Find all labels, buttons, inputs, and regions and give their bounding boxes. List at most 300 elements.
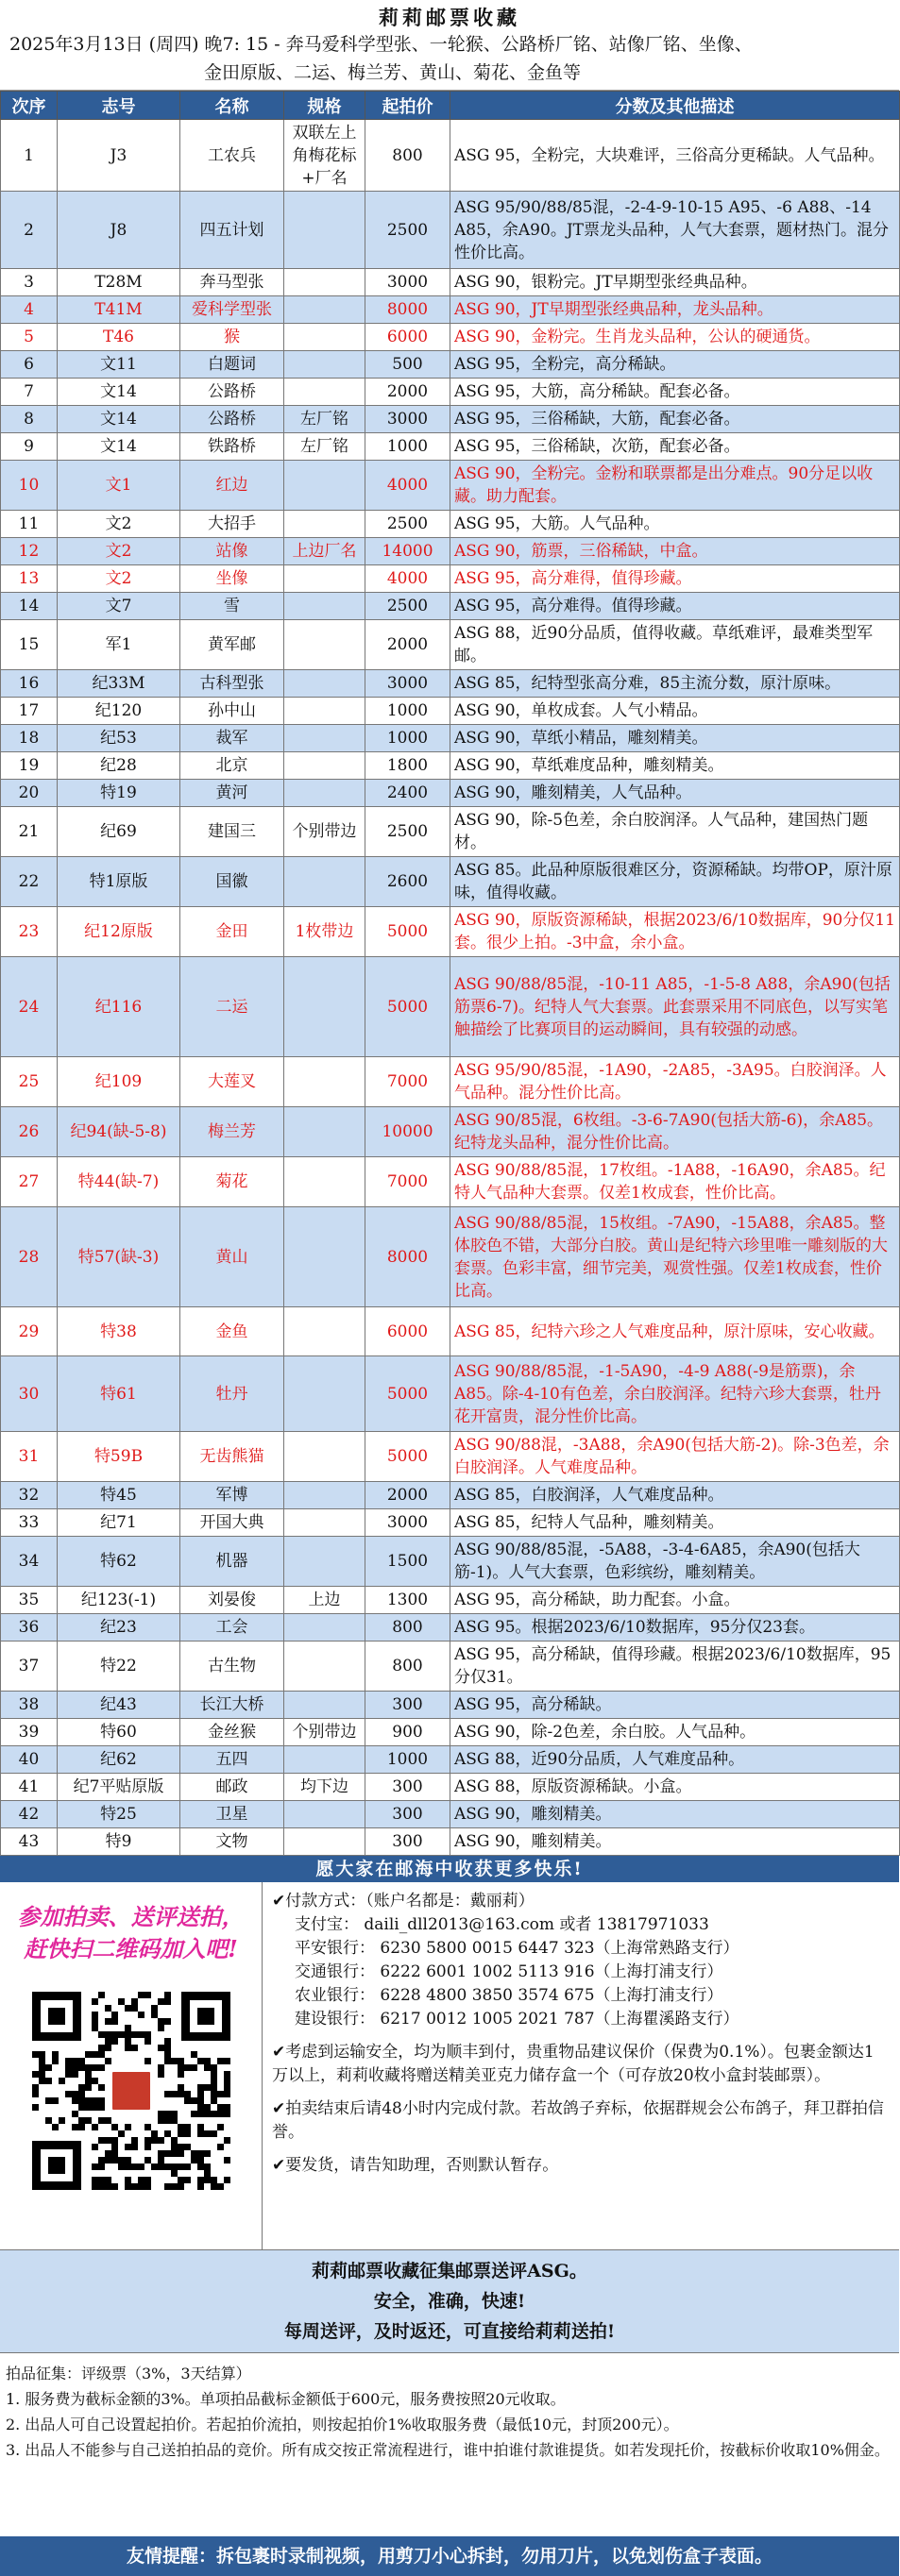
stamp-name: 金田 <box>180 907 284 957</box>
qr-module <box>217 2058 224 2064</box>
lot-description: ASG 95/90/88/85混，-2-4-9-10-15 A95、-6 A88、-14 A85，余A90。JT票龙头品种，人气大套票，题材热门。混分性价比高。 <box>450 192 900 269</box>
qr-module <box>125 2164 131 2170</box>
start-price: 1000 <box>365 1746 450 1774</box>
stamp-name: 机器 <box>180 1537 284 1587</box>
stamp-name: 卫星 <box>180 1801 284 1828</box>
qr-module <box>178 2144 184 2150</box>
lot-number: 30 <box>1 1356 58 1432</box>
lot-number: 9 <box>1 433 58 461</box>
stamp-name: 无齿熊猫 <box>180 1432 284 1482</box>
qr-module <box>224 2091 230 2097</box>
stamp-spec <box>284 461 365 511</box>
lot-description: ASG 85，纪特六珍之人气难度品种，原汁原味，安心收藏。 <box>450 1307 900 1356</box>
stamp-spec: 均下边 <box>284 1774 365 1801</box>
table-row <box>1 269 900 296</box>
lot-description: ASG 90，银粉完。JT早期型张经典品种。 <box>450 269 900 296</box>
table-row <box>1 433 900 461</box>
qr-module <box>158 1998 164 2005</box>
lot-number: 7 <box>1 379 58 406</box>
stamp-spec: 个别带边 <box>284 807 365 857</box>
lot-number: 40 <box>1 1746 58 1774</box>
stamp-spec <box>284 1107 365 1157</box>
stamp-code: 文14 <box>58 433 180 461</box>
table-row <box>1 192 900 269</box>
stamp-code: 文1 <box>58 461 180 511</box>
lot-description: ASG 88，原版资源稀缺。小盒。 <box>450 1774 900 1801</box>
qr-module <box>178 2164 184 2170</box>
stamp-code: 特59B <box>58 1432 180 1482</box>
payment-deadline-note: ✔拍卖结束后请48小时内完成付款。若故鸽子弃标，依据群规会公布鸽子，拜卫群拍信誉。 <box>272 2099 884 2142</box>
qr-module <box>144 2031 151 2038</box>
stamp-name: 站像 <box>180 538 284 565</box>
qr-module <box>224 2111 230 2117</box>
start-price: 5000 <box>365 1432 450 1482</box>
qr-module <box>111 2137 118 2144</box>
lot-description: ASG 95，高分难得，值得珍藏。 <box>450 565 900 593</box>
qr-module <box>144 2157 151 2164</box>
qr-module <box>45 2064 52 2071</box>
stamp-name: 工农兵 <box>180 120 284 192</box>
stamp-name: 刘晏俊 <box>180 1587 284 1614</box>
stamp-spec <box>284 1828 365 1856</box>
lot-number: 20 <box>1 780 58 807</box>
start-price: 3000 <box>365 406 450 433</box>
stamp-code: 特25 <box>58 1801 180 1828</box>
stamp-spec: 左厂铭 <box>284 433 365 461</box>
qr-module <box>197 2157 204 2164</box>
qr-module <box>158 2045 164 2051</box>
lot-description: ASG 95，高分稀缺。 <box>450 1692 900 1719</box>
qr-module <box>105 2005 111 2012</box>
qr-module <box>197 2058 204 2064</box>
qr-module <box>144 2144 151 2150</box>
stamp-spec <box>284 379 365 406</box>
qr-module <box>178 2071 184 2078</box>
qr-module <box>171 2058 178 2064</box>
qr-module <box>171 2150 178 2157</box>
stamp-code: 军1 <box>58 620 180 670</box>
qr-module <box>105 2183 111 2190</box>
qr-module <box>164 2038 171 2045</box>
qr-module <box>92 2164 98 2170</box>
qr-module <box>59 2117 65 2124</box>
table-row <box>1 1537 900 1587</box>
qr-module <box>85 2117 92 2124</box>
table-row <box>1 406 900 433</box>
qr-module <box>111 2183 118 2190</box>
stamp-code: 特1原版 <box>58 857 180 907</box>
lot-number: 39 <box>1 1719 58 1746</box>
stamp-name: 建国三 <box>180 807 284 857</box>
qr-module <box>78 2097 85 2104</box>
qr-module <box>111 2150 118 2157</box>
qr-module <box>92 2012 98 2018</box>
qr-module <box>178 2130 184 2137</box>
qr-module <box>65 2058 72 2064</box>
qr-module <box>197 2104 204 2111</box>
lot-description: ASG 95，三俗稀缺，大筋，配套必备。 <box>450 406 900 433</box>
qr-module <box>125 2045 131 2051</box>
lot-description: ASG 90/88/85混，17枚组。-1A88，-16A90，余A85。纪特人气品种大套票。仅差1枚成套，性价比高。 <box>450 1157 900 1207</box>
qr-module <box>164 2164 171 2170</box>
lot-description: ASG 95，全粉完，高分稀缺。 <box>450 351 900 379</box>
stamp-name: 红边 <box>180 461 284 511</box>
qr-module <box>32 2091 39 2097</box>
qr-module <box>111 2031 118 2038</box>
qr-module <box>211 2183 217 2190</box>
lot-description: ASG 90，金粉完。生肖龙头品种，公认的硬通货。 <box>450 324 900 351</box>
qr-module <box>178 2084 184 2091</box>
qr-module <box>72 2058 78 2064</box>
table-row <box>1 1746 900 1774</box>
stamp-name: 奔马型张 <box>180 269 284 296</box>
stamp-spec <box>284 269 365 296</box>
qr-module <box>105 2031 111 2038</box>
qr-module <box>39 2064 45 2071</box>
qr-module <box>125 2183 131 2190</box>
qr-module <box>217 2124 224 2130</box>
qr-module <box>184 2097 191 2104</box>
qr-module <box>85 2104 92 2111</box>
qr-module <box>224 2071 230 2078</box>
qr-module <box>158 2150 164 2157</box>
stamp-code: 纪23 <box>58 1614 180 1642</box>
stamp-code: 纪62 <box>58 1746 180 1774</box>
qr-module <box>171 2117 178 2124</box>
stamp-name: 古生物 <box>180 1642 284 1692</box>
start-price: 1800 <box>365 752 450 780</box>
qr-module <box>171 2111 178 2117</box>
qr-module <box>197 2091 204 2097</box>
table-row <box>1 907 900 957</box>
lot-number: 18 <box>1 725 58 752</box>
stamp-code: 纪43 <box>58 1692 180 1719</box>
stamp-spec <box>284 670 365 698</box>
table-row <box>1 1719 900 1746</box>
lots-table <box>0 91 900 1856</box>
qr-module <box>52 2058 59 2064</box>
table-row <box>1 1057 900 1107</box>
qr-module <box>92 2078 98 2084</box>
qr-module <box>92 2144 98 2150</box>
qr-module <box>151 2012 158 2018</box>
stamp-spec <box>284 780 365 807</box>
qr-module <box>171 2137 178 2144</box>
qr-module <box>138 2183 144 2190</box>
qr-module <box>78 2064 85 2071</box>
qr-module <box>125 2031 131 2038</box>
qr-module <box>144 2183 151 2190</box>
qr-module <box>92 2177 98 2183</box>
stamp-code: 特22 <box>58 1642 180 1692</box>
start-price: 1000 <box>365 698 450 725</box>
qr-module <box>144 1992 151 1998</box>
qr-module <box>85 2097 92 2104</box>
stamp-code: 纪7平贴原版 <box>58 1774 180 1801</box>
lot-number: 23 <box>1 907 58 957</box>
qr-module <box>118 2130 125 2137</box>
qr-module <box>164 2091 171 2097</box>
stamp-code: 文14 <box>58 379 180 406</box>
qr-module <box>164 2045 171 2051</box>
qr-module <box>204 2177 211 2183</box>
qr-module <box>164 2058 171 2064</box>
payment-title: ✔付款方式：（账户名都是：戴丽莉） <box>272 1892 535 1911</box>
stamp-code: 文2 <box>58 565 180 593</box>
stamp-name: 爱科学型张 <box>180 296 284 324</box>
stamp-spec <box>284 1057 365 1107</box>
start-price: 1300 <box>365 1587 450 1614</box>
start-price: 300 <box>365 1801 450 1828</box>
stamp-spec <box>284 1614 365 1642</box>
stamp-name: 孙中山 <box>180 698 284 725</box>
stamp-spec: 个别带边 <box>284 1719 365 1746</box>
qr-module <box>211 2071 217 2078</box>
qr-module <box>224 2084 230 2091</box>
lot-description: ASG 85，纪特型张高分难，85主流分数，原汁原味。 <box>450 670 900 698</box>
lot-description: ASG 85。此品种原版很难区分，资源稀缺。均带OP，原汁原味，值得收藏。 <box>450 857 900 907</box>
qr-module <box>98 2084 105 2091</box>
start-price: 6000 <box>365 324 450 351</box>
qr-module <box>111 2038 118 2045</box>
stamp-code: T46 <box>58 324 180 351</box>
table-row <box>1 511 900 538</box>
stamp-code: J3 <box>58 120 180 192</box>
lot-description: ASG 95。根据2023/6/10数据库，95分仅23套。 <box>450 1614 900 1642</box>
lot-description: ASG 90，筋票，三俗稀缺，中盒。 <box>450 538 900 565</box>
qr-module <box>39 2051 45 2058</box>
qr-module <box>191 2051 197 2058</box>
qr-module <box>125 2005 131 2012</box>
stamp-name: 梅兰芳 <box>180 1107 284 1157</box>
lot-description: ASG 90，JT早期型张经典品种，龙头品种。 <box>450 296 900 324</box>
stamp-code: 纪69 <box>58 807 180 857</box>
qr-module <box>32 2084 39 2091</box>
start-price: 2500 <box>365 511 450 538</box>
qr-module <box>105 2038 111 2045</box>
stamp-spec <box>284 1509 365 1537</box>
table-row <box>1 1307 900 1356</box>
alipay-line: 支付宝： daili_dll2013@163.com 或者 13817971033 <box>295 1915 709 1934</box>
qr-module <box>224 2058 230 2064</box>
qr-module <box>131 2005 138 2012</box>
table-row <box>1 1432 900 1482</box>
stamp-name: 二运 <box>180 957 284 1057</box>
stamp-name: 牡丹 <box>180 1356 284 1432</box>
qr-module <box>197 2183 204 2190</box>
qr-module <box>125 2177 131 2183</box>
stamp-code: 文2 <box>58 511 180 538</box>
auction-subtitle: 2025年3月13日 (周四) 晚7: 15 - 奔马爱科学型张、一轮猴、公路桥厂铭、站像厂铭、坐像、 <box>9 34 753 55</box>
qr-module <box>105 2150 111 2157</box>
qr-module <box>98 2183 105 2190</box>
qr-module <box>184 2124 191 2130</box>
qr-module <box>78 2117 85 2124</box>
start-price: 5000 <box>365 907 450 957</box>
qr-module <box>78 2058 85 2064</box>
qr-module <box>191 2064 197 2071</box>
qr-module <box>191 2097 197 2104</box>
stamp-name: 菊花 <box>180 1157 284 1207</box>
lot-description: ASG 90/88/85混，-1-5A90，-4-9 A88(-9是筋票)，余A85。除-4-10有色差，余白胶润泽。纪特六珍大套票，牡丹花开富贵，混分性价比高。 <box>450 1356 900 1432</box>
rule-item: 3. 出品人不能参与自己送拍拍品的竞价。所有成交按正常流程进行，谁中拍谁付款谁提货。如若发现托价，按截标价收取10%佣金。 <box>6 2441 890 2459</box>
qr-module <box>171 2164 178 2170</box>
qr-module <box>204 2130 211 2137</box>
stamp-code: 特9 <box>58 1828 180 1856</box>
lot-number: 21 <box>1 807 58 857</box>
start-price: 2000 <box>365 379 450 406</box>
lot-description: ASG 90，雕刻精美，人气品种。 <box>450 780 900 807</box>
stamp-name: 金丝猴 <box>180 1719 284 1746</box>
stamp-code: 特61 <box>58 1356 180 1432</box>
qr-module <box>78 2091 85 2097</box>
qr-module <box>178 2150 184 2157</box>
qr-module <box>72 2124 78 2130</box>
stamp-code: J8 <box>58 192 180 269</box>
qr-module <box>211 2111 217 2117</box>
table-row <box>1 670 900 698</box>
start-price: 300 <box>365 1692 450 1719</box>
qr-module <box>184 2091 191 2097</box>
qr-module <box>144 2038 151 2045</box>
qr-module <box>111 2012 118 2018</box>
qr-module <box>211 2084 217 2091</box>
stamp-code: 特38 <box>58 1307 180 1356</box>
bank-line: 建设银行： 6217 0012 1005 2021 787（上海瞿溪路支行） <box>295 2010 739 2029</box>
stamp-name: 北京 <box>180 752 284 780</box>
start-price: 300 <box>365 1828 450 1856</box>
table-row <box>1 1642 900 1692</box>
lot-description: ASG 90，单枚成套。人气小精品。 <box>450 698 900 725</box>
col-header-name: 名称 <box>180 92 284 120</box>
rule-item: 2. 出品人可自己设置起拍价。若起拍价流拍，则按起拍价1%收取服务费（最低10元，封顶200元）。 <box>6 2416 679 2433</box>
qr-finder-tl <box>32 1992 81 2041</box>
stamp-name: 文物 <box>180 1828 284 1856</box>
start-price: 8000 <box>365 296 450 324</box>
table-row <box>1 957 900 1057</box>
stamp-code: 纪71 <box>58 1509 180 1537</box>
stamp-code: 特60 <box>58 1719 180 1746</box>
lot-number: 28 <box>1 1207 58 1307</box>
qr-module <box>85 2071 92 2078</box>
stamp-spec <box>284 192 365 269</box>
bank-line: 交通银行： 6222 6001 1002 5113 916（上海打浦支行） <box>295 1962 723 1981</box>
stamp-name: 金鱼 <box>180 1307 284 1356</box>
stamp-spec <box>284 511 365 538</box>
qr-module <box>151 2130 158 2137</box>
qr-module <box>197 2130 204 2137</box>
stamp-code: 纪94(缺-5-8) <box>58 1107 180 1157</box>
qr-module <box>52 2051 59 2058</box>
qr-module <box>184 2144 191 2150</box>
qr-module <box>211 2177 217 2183</box>
qr-module <box>151 2164 158 2170</box>
qr-code-image[interactable] <box>32 1992 230 2190</box>
qr-module <box>184 2177 191 2183</box>
start-price: 3000 <box>365 670 450 698</box>
qr-module <box>164 1992 171 1998</box>
qr-module <box>52 2124 59 2130</box>
qr-module <box>131 2031 138 2038</box>
stamp-code: 文11 <box>58 351 180 379</box>
qr-module <box>92 2025 98 2031</box>
qr-module <box>224 2177 230 2183</box>
qr-module <box>138 2031 144 2038</box>
table-row <box>1 1107 900 1157</box>
qr-module <box>224 2137 230 2144</box>
stamp-spec <box>284 324 365 351</box>
start-price: 3000 <box>365 269 450 296</box>
qr-module <box>72 2071 78 2078</box>
qr-module <box>144 2177 151 2183</box>
qr-module <box>171 2170 178 2177</box>
qr-module <box>72 2111 78 2117</box>
qr-module <box>98 1992 105 1998</box>
qr-module <box>224 2157 230 2164</box>
qr-module <box>131 2045 138 2051</box>
stamp-code: 特57(缺-3) <box>58 1207 180 1307</box>
qr-module <box>211 2130 217 2137</box>
consignment-rules <box>0 2353 899 2536</box>
lot-number: 37 <box>1 1642 58 1692</box>
qr-module <box>111 2018 118 2025</box>
qr-module <box>105 2058 111 2064</box>
col-header-code: 志号 <box>58 92 180 120</box>
table-row <box>1 1207 900 1307</box>
stamp-spec <box>284 351 365 379</box>
promo-section <box>0 1882 899 2250</box>
stamp-spec <box>284 1482 365 1509</box>
qr-module <box>164 2051 171 2058</box>
lot-description: ASG 95/90/85混，-1A90，-2A85，-3A95。白胶润泽。人气品种。混分性价比高。 <box>450 1057 900 1107</box>
rules-title: 拍品征集：评级票（3%，3天结算） <box>6 2365 251 2382</box>
lot-number: 8 <box>1 406 58 433</box>
lot-description: ASG 95，高分稀缺，值得珍藏。根据2023/6/10数据库，95分仅31。 <box>450 1642 900 1692</box>
stamp-code: 特45 <box>58 1482 180 1509</box>
start-price: 2000 <box>365 620 450 670</box>
qr-module <box>144 2137 151 2144</box>
table-row <box>1 351 900 379</box>
qr-module <box>32 2104 39 2111</box>
table-row <box>1 461 900 511</box>
stamp-name: 大招手 <box>180 511 284 538</box>
table-row <box>1 1509 900 1537</box>
start-price: 7000 <box>365 1157 450 1207</box>
start-price: 7000 <box>365 1057 450 1107</box>
qr-module <box>138 2164 144 2170</box>
start-price: 5000 <box>365 957 450 1057</box>
slogan-line-1: 参加拍卖、送评送拍， <box>17 1903 245 1930</box>
lot-number: 1 <box>1 120 58 192</box>
lot-number: 5 <box>1 324 58 351</box>
shipping-note: ✔考虑到运输安全，均为顺丰到付，贵重物品建议保价（保费为0.1%）。包裹金额达1万以上，莉莉收藏将赠送精美亚克力储存盒一个（可存放20枚小盒封装邮票）。 <box>272 2043 875 2085</box>
lot-description: ASG 90/88/85混，-10-11 A85，-1-5-8 A88，余A90(包括筋票6-7)。纪特人气大套票。此套票采用不同底色，以写实笔触描绘了比赛项目的运动瞬间，具有较强的动感。 <box>450 957 900 1057</box>
qr-module <box>197 2164 204 2170</box>
table-row <box>1 1614 900 1642</box>
qr-module <box>144 2058 151 2064</box>
lot-description: ASG 90，全粉完。金粉和联票都是出分难点。90分足以收藏。助力配套。 <box>450 461 900 511</box>
stamp-name: 黄山 <box>180 1207 284 1307</box>
qr-module <box>65 2091 72 2097</box>
start-price: 1500 <box>365 1537 450 1587</box>
qr-module <box>92 2097 98 2104</box>
start-price: 1000 <box>365 433 450 461</box>
lot-description: ASG 88，近90分品质，人气难度品种。 <box>450 1746 900 1774</box>
qr-module <box>98 2117 105 2124</box>
lot-description: ASG 95，三俗稀缺，次筋，配套必备。 <box>450 433 900 461</box>
stamp-spec: 上边 <box>284 1587 365 1614</box>
qr-module <box>164 2130 171 2137</box>
